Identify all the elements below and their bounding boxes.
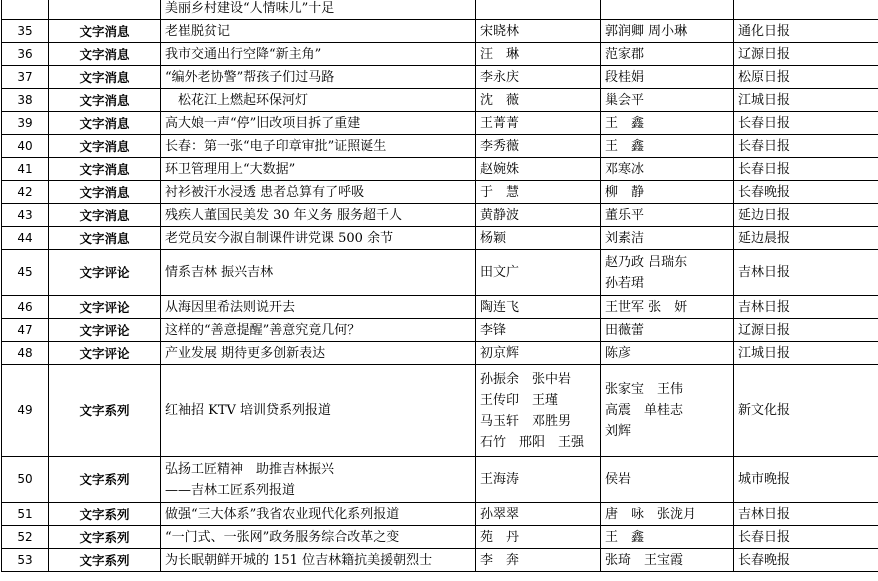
row-number-cell	[2, 0, 49, 20]
title-cell	[161, 296, 476, 319]
cell-line: 苑 丹	[480, 529, 520, 545]
cell-line: 赵乃政 吕瑞东	[605, 254, 688, 270]
row-number-cell: 48	[2, 342, 49, 365]
title-cell	[161, 20, 476, 43]
row-number-cell: 47	[2, 319, 49, 342]
table-row	[2, 66, 878, 89]
title-cell	[161, 181, 476, 204]
cell-line: 唐 咏 张泷月	[605, 506, 697, 522]
cell-line: 侯岩	[605, 472, 632, 487]
category-cell: 文字消息	[49, 43, 161, 66]
cell-line: 我市交通出行空降“新主角”	[165, 46, 322, 62]
title-cell	[161, 503, 476, 526]
author-cell	[476, 526, 601, 549]
row-number-cell: 50	[2, 457, 49, 503]
category-cell: 文字评论	[49, 342, 161, 365]
cell-line: 巢会平	[605, 92, 645, 108]
cell-line: 沈 薇	[480, 92, 520, 108]
table-row	[2, 342, 878, 365]
cell-line: 衬衫被汗水浸透 患者总算有了呼吸	[165, 184, 365, 200]
cell-line: 松花江上燃起环保河灯	[165, 92, 309, 108]
table-row	[2, 89, 878, 112]
cell-line: 李永庆	[480, 69, 520, 85]
table-row-fragment	[2, 0, 878, 20]
row-number-cell: 41	[2, 158, 49, 181]
unit-cell: 江城日报	[734, 89, 878, 112]
cell-line: “编外老协警”帮孩子们过马路	[165, 69, 335, 85]
table-row	[2, 158, 878, 181]
author-cell	[476, 250, 601, 296]
cell-line: 孙振余 张中岩	[480, 371, 572, 387]
unit-cell: 辽源日报	[734, 319, 878, 342]
unit-cell: 松原日报	[734, 66, 878, 89]
category-cell: 文字消息	[49, 20, 161, 43]
author-cell	[476, 135, 601, 158]
category-cell: 文字系列	[49, 457, 161, 503]
category-cell: 文字系列	[49, 549, 161, 572]
title-cell: 美丽乡村建设“人情味儿”十足	[161, 0, 476, 20]
unit-cell: 新文化报	[734, 365, 878, 457]
category-cell: 文字评论	[49, 296, 161, 319]
author-cell	[476, 457, 601, 503]
cell-line: 从海因里希法则说开去	[165, 299, 296, 315]
cell-line: 于 慧	[480, 184, 520, 200]
editor-cell	[601, 135, 734, 158]
category-cell: 文字系列	[49, 526, 161, 549]
cell-line: 这样的“善意提醒”善意究竟几何？	[165, 322, 361, 338]
table-row	[2, 181, 878, 204]
category-cell: 文字消息	[49, 66, 161, 89]
row-number-cell: 49	[2, 365, 49, 457]
cell-line: 环卫管理用上“大数据”	[165, 161, 296, 177]
row-number-cell: 52	[2, 526, 49, 549]
author-cell	[476, 296, 601, 319]
cell-line: 残疾人董国民美发 30 年义务 服务超千人	[165, 207, 402, 223]
cell-line: “一门式、一张网”政务服务综合改革之变	[165, 529, 400, 545]
editor-cell	[601, 250, 734, 296]
editor-cell	[601, 365, 734, 457]
editor-cell	[601, 158, 734, 181]
cell-line: 邓寒冰	[605, 161, 645, 177]
title-cell	[161, 319, 476, 342]
author-cell	[476, 549, 601, 572]
cell-line: 王 鑫	[605, 529, 645, 545]
cell-line: 做强“三大体系”我省农业现代化系列报道	[165, 506, 400, 522]
cell-line: 弘扬工匠精神 助推吉林振兴	[165, 461, 335, 477]
author-cell	[476, 342, 601, 365]
cell-line: 孙若珺	[605, 275, 645, 291]
editor-cell	[601, 526, 734, 549]
cell-line: 红袖招 KTV 培训贷系列报道	[165, 403, 332, 418]
row-number-cell: 38	[2, 89, 49, 112]
cell-line: 高大娘一声“停”旧改项目拆了重建	[165, 115, 361, 131]
unit-cell: 通化日报	[734, 20, 878, 43]
unit-cell: 延边日报	[734, 204, 878, 227]
cell-line: 黄静波	[480, 207, 520, 223]
cell-line: 董乐平	[605, 207, 645, 223]
row-number-cell: 53	[2, 549, 49, 572]
editor-cell	[601, 342, 734, 365]
unit-cell: 长春日报	[734, 158, 878, 181]
table-row	[2, 365, 878, 457]
editor-cell	[601, 457, 734, 503]
cell-line: 李 奔	[480, 552, 520, 568]
cell-line: 宋晓林	[480, 23, 520, 39]
cell-line: 刘辉	[605, 424, 632, 439]
cell-line: 石竹 邢阳 王强	[480, 434, 585, 450]
unit-cell: 吉林日报	[734, 250, 878, 296]
row-number-cell: 39	[2, 112, 49, 135]
title-cell	[161, 526, 476, 549]
cell-line: 高震 单桂志	[605, 403, 684, 418]
cell-line: 张琦 王宝霞	[605, 552, 684, 568]
cell-line: 段桂娟	[605, 69, 645, 85]
editor-cell	[601, 89, 734, 112]
cell-line: 老崔脱贫记	[165, 23, 231, 39]
unit-cell: 江城日报	[734, 342, 878, 365]
cell-line: 刘素洁	[605, 230, 645, 246]
row-number-cell: 51	[2, 503, 49, 526]
category-cell: 文字消息	[49, 227, 161, 250]
row-number-cell: 45	[2, 250, 49, 296]
cell-line: 王 鑫	[605, 138, 645, 154]
cell-line: 田文广	[480, 265, 520, 280]
category-cell: 文字系列	[49, 365, 161, 457]
category-cell: 文字消息	[49, 181, 161, 204]
unit-cell: 吉林日报	[734, 296, 878, 319]
cell-line: 王菁菁	[480, 115, 520, 131]
unit-cell: 长春日报	[734, 112, 878, 135]
category-cell: 文字消息	[49, 204, 161, 227]
cell-line: 马玉轩 邓胜男	[480, 413, 572, 429]
table-row	[2, 296, 878, 319]
unit-cell: 长春晚报	[734, 181, 878, 204]
title-cell	[161, 43, 476, 66]
cell-line: 郭润卿 周小琳	[605, 23, 688, 39]
editor-cell	[601, 227, 734, 250]
title-cell	[161, 204, 476, 227]
title-cell	[161, 549, 476, 572]
row-number-cell: 40	[2, 135, 49, 158]
cell-line: 王世军 张 妍	[605, 299, 688, 315]
table-row	[2, 204, 878, 227]
cell-line: 杨颖	[480, 230, 507, 246]
unit-cell: 辽源日报	[734, 43, 878, 66]
cell-line: 情系吉林 振兴吉林	[165, 265, 274, 280]
cell-line: 老党员安今淑自制课件讲党课 500 余节	[165, 230, 394, 246]
editor-cell	[601, 20, 734, 43]
cell-line: 王传印 王瑾	[480, 392, 559, 408]
category-cell: 文字评论	[49, 319, 161, 342]
table-row	[2, 457, 878, 503]
title-cell	[161, 250, 476, 296]
category-cell: 文字系列	[49, 503, 161, 526]
unit-cell: 长春日报	[734, 135, 878, 158]
cell-line: 陶连飞	[480, 299, 520, 315]
author-cell	[476, 112, 601, 135]
author-cell	[476, 66, 601, 89]
table-row	[2, 43, 878, 66]
row-number-cell: 35	[2, 20, 49, 43]
cell-line: 李锋	[480, 322, 507, 338]
editor-cell	[601, 296, 734, 319]
table-row	[2, 135, 878, 158]
title-cell	[161, 66, 476, 89]
title-cell	[161, 457, 476, 503]
table-row	[2, 526, 878, 549]
title-cell	[161, 135, 476, 158]
title-cell	[161, 158, 476, 181]
editor-cell	[601, 204, 734, 227]
title-cell	[161, 112, 476, 135]
author-cell	[476, 227, 601, 250]
author-cell	[476, 89, 601, 112]
title-cell	[161, 227, 476, 250]
category-cell: 文字消息	[49, 135, 161, 158]
title-cell	[161, 89, 476, 112]
award-table-body	[2, 0, 878, 572]
author-cell	[476, 0, 601, 20]
unit-cell: 延边晨报	[734, 227, 878, 250]
unit-cell: 长春日报	[734, 526, 878, 549]
row-number-cell: 46	[2, 296, 49, 319]
title-cell	[161, 365, 476, 457]
editor-cell	[601, 319, 734, 342]
cell-line: 田薇蕾	[605, 322, 645, 338]
category-cell	[49, 0, 161, 20]
editor-cell	[601, 503, 734, 526]
cell-line: 范家郡	[605, 46, 645, 62]
author-cell	[476, 319, 601, 342]
table-row	[2, 20, 878, 43]
author-cell	[476, 365, 601, 457]
category-cell: 文字消息	[49, 158, 161, 181]
cell-line: 柳 静	[605, 184, 645, 200]
cell-line: 李秀薇	[480, 138, 520, 154]
editor-cell	[601, 0, 734, 20]
title-cell	[161, 342, 476, 365]
row-number-cell: 42	[2, 181, 49, 204]
cell-line: 陈彦	[605, 345, 632, 361]
editor-cell	[601, 112, 734, 135]
table-row	[2, 250, 878, 296]
cell-line: 为长眠朝鲜开城的 151 位吉林籍抗美援朝烈士	[165, 552, 433, 568]
row-number-cell: 37	[2, 66, 49, 89]
table-row	[2, 319, 878, 342]
cell-line: 产业发展 期待更多创新表达	[165, 345, 326, 361]
cell-line: 赵婉姝	[480, 161, 520, 177]
editor-cell	[601, 43, 734, 66]
unit-cell: 吉林日报	[734, 503, 878, 526]
category-cell: 文字消息	[49, 89, 161, 112]
author-cell	[476, 181, 601, 204]
cell-line: 张家宝 王伟	[605, 382, 684, 397]
table-row	[2, 112, 878, 135]
category-cell: 文字消息	[49, 112, 161, 135]
cell-line: 王海涛	[480, 472, 520, 487]
row-number-cell: 44	[2, 227, 49, 250]
table-row	[2, 227, 878, 250]
editor-cell	[601, 66, 734, 89]
award-table	[1, 0, 878, 572]
editor-cell	[601, 549, 734, 572]
unit-cell: 长春晚报	[734, 549, 878, 572]
author-cell	[476, 158, 601, 181]
unit-cell	[734, 0, 878, 20]
cell-line: 汪 琳	[480, 46, 520, 62]
cell-line: ——吉林工匠系列报道	[165, 482, 296, 498]
category-cell: 文字评论	[49, 250, 161, 296]
author-cell	[476, 503, 601, 526]
editor-cell	[601, 181, 734, 204]
table-row	[2, 503, 878, 526]
cell-line: 初京辉	[480, 345, 520, 361]
author-cell	[476, 204, 601, 227]
unit-cell: 城市晚报	[734, 457, 878, 503]
table-row	[2, 549, 878, 572]
row-number-cell: 43	[2, 204, 49, 227]
row-number-cell: 36	[2, 43, 49, 66]
cell-line: 长春：第一张“电子印章审批”证照诞生	[165, 138, 387, 154]
author-cell	[476, 43, 601, 66]
cell-line: 王 鑫	[605, 115, 645, 131]
author-cell	[476, 20, 601, 43]
cell-line: 孙翠翠	[480, 506, 520, 522]
